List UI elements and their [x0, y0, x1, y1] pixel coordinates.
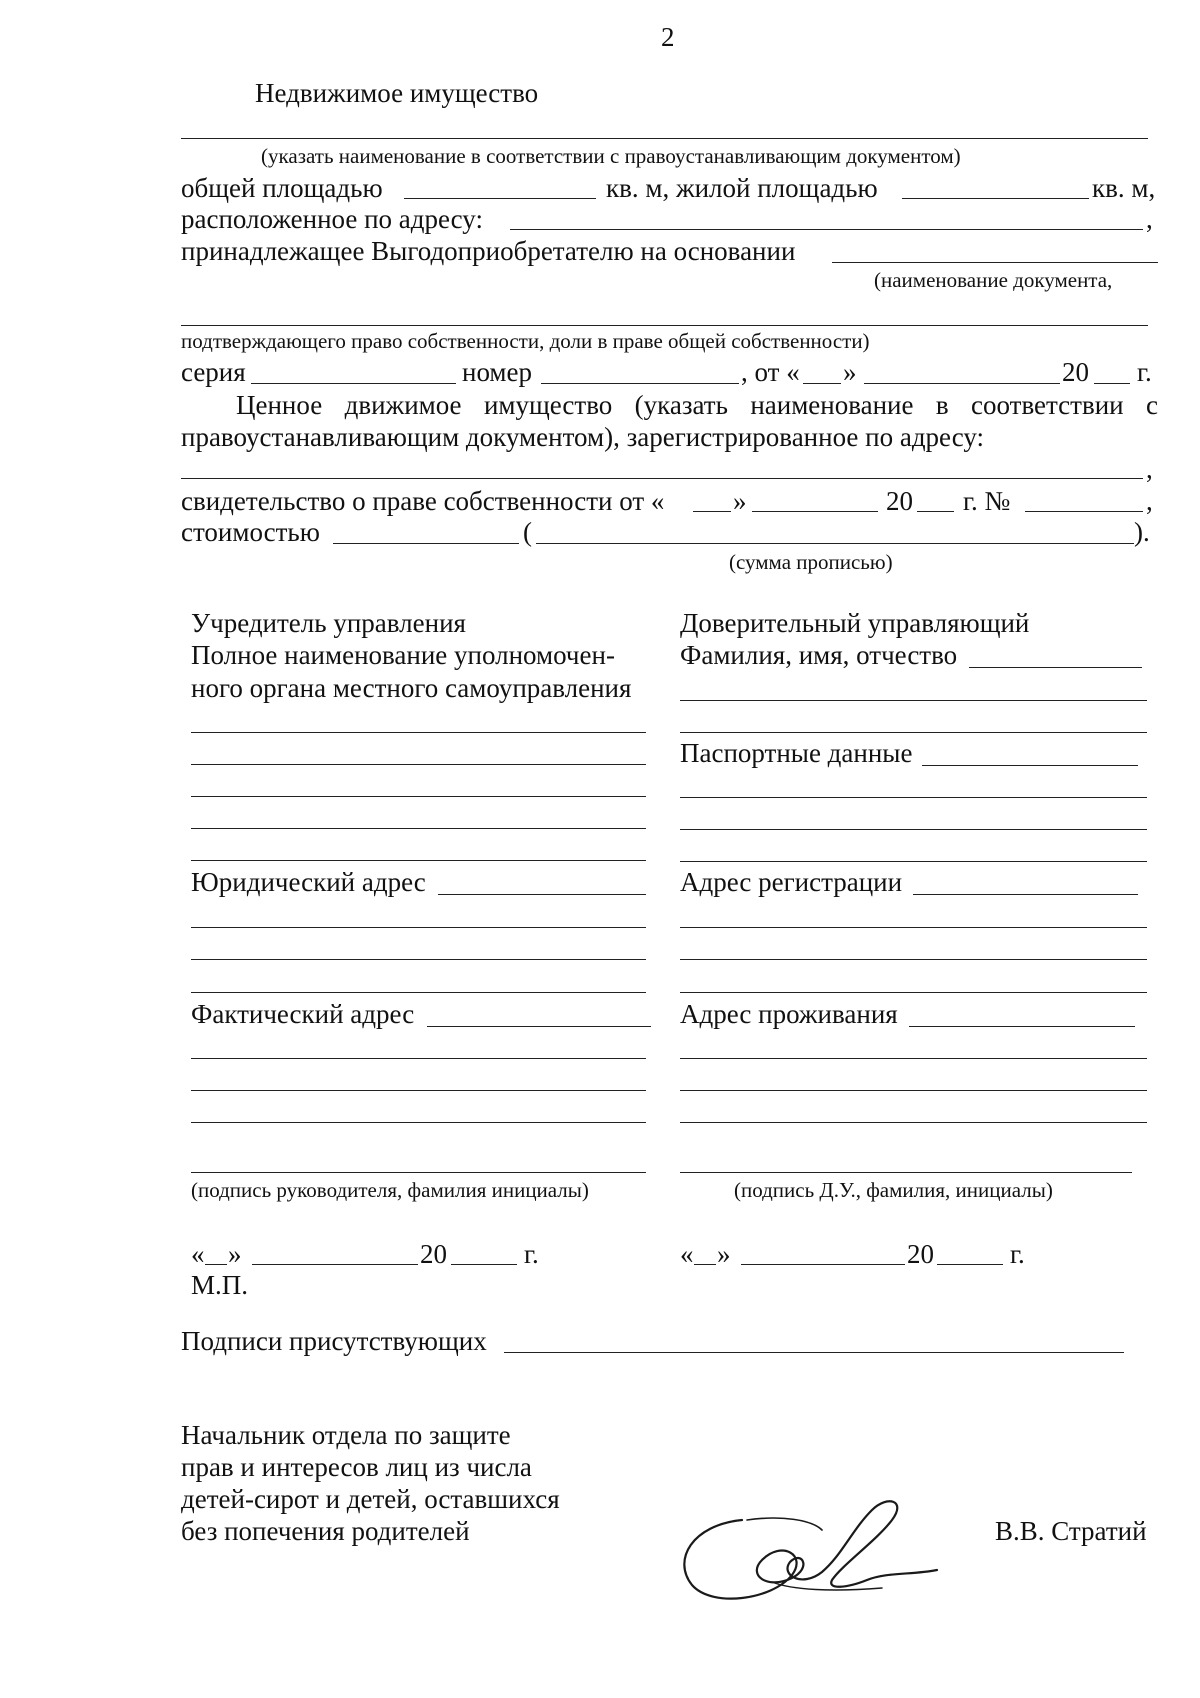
year-suffix: г. [1137, 357, 1152, 387]
property-heading: Недвижимое имущество [255, 78, 539, 108]
sum-caption: (сумма прописью) [729, 550, 893, 574]
passport-line [680, 797, 1147, 798]
attendees-line [504, 1352, 1124, 1353]
certificate-year-no: г. № [963, 486, 1011, 516]
trustee-year-line [937, 1264, 1003, 1265]
passport-line [680, 829, 1147, 830]
trustee-fio-label: Фамилия, имя, отчество [680, 640, 958, 670]
registration-address-label: Адрес регистрации [680, 867, 903, 897]
document-line [181, 325, 1148, 326]
trustee-signature-caption: (подпись Д.У., фамилия, инициалы) [734, 1178, 1053, 1202]
founder-field-line [191, 828, 646, 829]
founder-name-line-1: Полное наименование уполномочен- [191, 640, 615, 670]
total-area-line [404, 198, 596, 199]
legal-address-line [191, 959, 646, 960]
actual-address-line [191, 1122, 646, 1123]
registration-address-line [680, 927, 1147, 928]
trustee-month-line [741, 1264, 905, 1265]
page-number: 2 [661, 22, 675, 52]
year-line [1094, 383, 1130, 384]
certificate-quote-close: » [733, 486, 747, 516]
passport-label: Паспортные данные [680, 738, 913, 768]
certificate-comma: , [1146, 486, 1153, 516]
position-line-1: Начальник отдела по защите [181, 1420, 511, 1450]
certificate-month-line [752, 511, 878, 512]
legal-address-line [438, 894, 646, 895]
actual-address-line [191, 1058, 646, 1059]
residence-address-line [680, 1122, 1147, 1123]
founder-field-line [191, 796, 646, 797]
certificate-number-line [1025, 511, 1143, 512]
certificate-year-20: 20 [886, 486, 913, 516]
cost-line [333, 543, 519, 544]
position-line-3: детей-сирот и детей, оставшихся [181, 1484, 560, 1514]
trustee-year-20: 20 [907, 1239, 934, 1269]
signer-name: В.В. Стратий [995, 1516, 1147, 1546]
basis-label: принадлежащее Выгодоприобретателю на основании [181, 236, 796, 266]
cost-label: стоимостью [181, 517, 320, 547]
founder-signature-line [191, 1172, 646, 1173]
position-line-4: без попечения родителей [181, 1516, 470, 1546]
founder-signature-caption: (подпись руководителя, фамилия инициалы) [191, 1178, 589, 1202]
founder-year-line [451, 1264, 517, 1265]
doc-caption-1: (наименование документа, [874, 268, 1113, 292]
trustee-signature-line [680, 1172, 1132, 1173]
address-comma: , [1146, 204, 1153, 234]
certificate-label: свидетельство о праве собственности от « [181, 486, 665, 516]
registration-address-line [680, 959, 1147, 960]
actual-address-line [191, 1090, 646, 1091]
founder-field-line [191, 860, 646, 861]
series-line [251, 383, 456, 384]
legal-address-line [191, 992, 646, 993]
number-label: номер [462, 357, 533, 387]
founder-year-suffix: г. [524, 1239, 539, 1269]
passport-line [680, 861, 1147, 862]
trustee-date-open: « [680, 1239, 694, 1269]
certificate-day-line [693, 511, 731, 512]
residence-address-label: Адрес проживания [680, 999, 898, 1029]
founder-title: Учредитель управления [191, 608, 466, 638]
cost-paren-close: ). [1134, 517, 1150, 547]
cost-words-line [536, 543, 1134, 544]
living-area-label: кв. м, жилой площадью [606, 173, 878, 203]
trustee-date-close: » [717, 1239, 731, 1269]
cost-paren-open: ( [523, 517, 532, 547]
trustee-day-line [694, 1264, 716, 1265]
from-quote-close: » [843, 357, 857, 387]
series-label: серия [181, 357, 246, 387]
registration-address-line [680, 992, 1147, 993]
movable-line-2: правоустанавливающим документом), зарегистрированное по адресу: [181, 422, 984, 452]
basis-line [832, 262, 1158, 263]
day-line [803, 383, 841, 384]
founder-year-20: 20 [420, 1239, 447, 1269]
address-label: расположенное по адресу: [181, 204, 483, 234]
property-name-caption: (указать наименование в соответствии с правоустанавливающим документом) [261, 144, 961, 168]
founder-date-close: » [228, 1239, 242, 1269]
month-line [864, 383, 1060, 384]
certificate-year-line [917, 511, 954, 512]
legal-address-label: Юридический адрес [191, 867, 426, 897]
trustee-fio-line [680, 700, 1147, 701]
number-line [541, 383, 739, 384]
legal-address-line [191, 927, 646, 928]
trustee-year-suffix: г. [1010, 1239, 1025, 1269]
actual-address-line [427, 1026, 651, 1027]
living-area-line [902, 198, 1089, 199]
movable-line-1: Ценное движимое имущество (указать наименование в соответствии с [236, 390, 1158, 420]
doc-caption-2: подтверждающего право собственности, доли в праве общей собственности) [181, 329, 870, 353]
movable-address-line [181, 478, 1143, 479]
founder-field-line [191, 732, 646, 733]
handwritten-signature [672, 1480, 952, 1620]
attendees-label: Подписи присутствующих [181, 1326, 487, 1356]
year-20: 20 [1062, 357, 1089, 387]
founder-month-line [252, 1264, 418, 1265]
founder-day-line [205, 1264, 227, 1265]
founder-date-open: « [191, 1239, 205, 1269]
residence-address-line [680, 1090, 1147, 1091]
area-label: общей площадью [181, 173, 383, 203]
trustee-title: Доверительный управляющий [680, 608, 1030, 638]
passport-line [922, 765, 1138, 766]
sqm-end-label: кв. м, [1092, 173, 1156, 203]
actual-address-label: Фактический адрес [191, 999, 415, 1029]
from-label: , от « [741, 357, 800, 387]
property-name-line [181, 138, 1148, 139]
trustee-fio-line [680, 732, 1147, 733]
founder-field-line [191, 764, 646, 765]
residence-address-line [680, 1058, 1147, 1059]
stamp-label: М.П. [191, 1270, 249, 1300]
residence-address-line [909, 1026, 1135, 1027]
founder-name-line-2: ного органа местного самоуправления [191, 673, 632, 703]
position-line-2: прав и интересов лиц из числа [181, 1452, 532, 1482]
registration-address-line [913, 894, 1138, 895]
movable-address-comma: , [1146, 454, 1153, 484]
trustee-fio-line [969, 667, 1142, 668]
property-address-line [510, 229, 1143, 230]
